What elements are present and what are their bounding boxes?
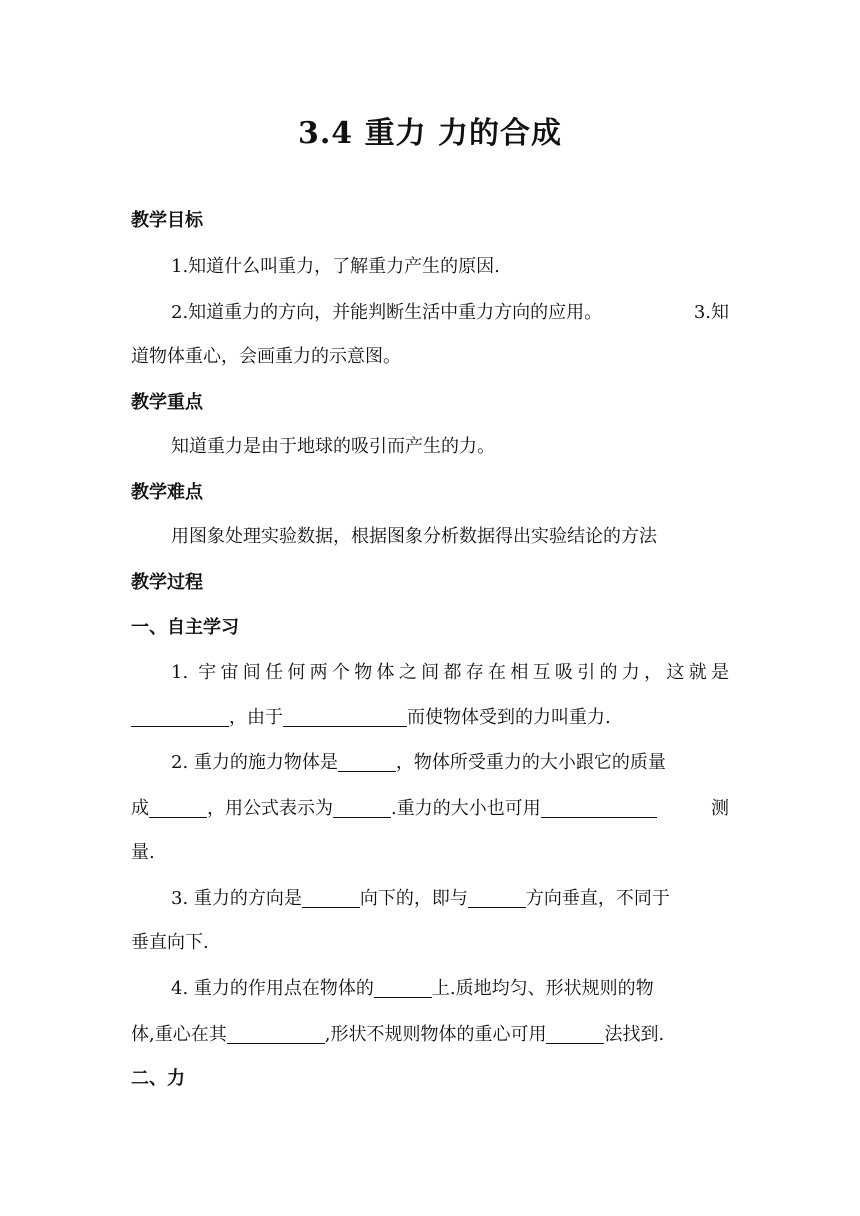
key-points-heading: 教学重点 [131,392,203,413]
q4-text-e: 法找到. [604,1024,665,1045]
q3-line-1 [171,884,729,910]
q4-text-b: 上.质地均匀、形状规则的物 [431,978,654,999]
q4-text-a: 4. 重力的作用点在物体的 [171,978,374,999]
blank[interactable] [468,889,526,908]
q2-text-e: .重力的大小也可用 [391,798,541,819]
blank[interactable] [302,889,360,908]
q2-text-a: 2. 重力的施力物体是 [171,752,338,773]
goal-2-line [171,298,729,324]
difficulties-text: 用图象处理实验数据，根据图象分析数据得出实验结论的方法 [171,526,657,547]
q3-text-a: 3. 重力的方向是 [171,888,302,909]
q3-text-c: 方向垂直，不同于 [525,888,670,909]
q2-line-3: 量. [131,842,155,863]
q2-text-c: 成 [131,798,149,819]
q2-line-2 [131,794,729,820]
goal-3-cont: 道物体重心，会画重力的示意图。 [131,346,401,367]
goal-1: 1.知道什么叫重力，了解重力产生的原因. [171,256,500,277]
blank[interactable] [227,1025,325,1044]
blank[interactable] [149,799,207,818]
blank[interactable] [546,1025,604,1044]
q3-text-b: 向下的，即与 [359,888,468,909]
page-title: 3.4 重力 力的合成 [297,116,563,151]
goals-heading: 教学目标 [131,210,203,231]
q4-line-1 [171,974,729,1000]
blank[interactable] [541,799,657,818]
q2-text-b: ，物体所受重力的大小跟它的质量 [395,752,666,773]
blank[interactable] [338,753,396,772]
q1-text-b: ，由于 [229,707,283,728]
q4-text-c: 体,重心在其 [131,1024,227,1045]
blank[interactable] [333,799,391,818]
blank[interactable] [374,979,432,998]
q1-text-c: 而使物体受到的力叫重力. [407,707,611,728]
key-points-text: 知道重力是由于地球的吸引而产生的力。 [171,436,495,457]
goal-3-start: 3.知 [693,302,729,323]
q2-line-1 [171,748,729,774]
part-2-heading: 二、力 [131,1068,185,1089]
q3-line-2: 垂直向下. [131,932,209,953]
q4-line-2 [131,1020,729,1046]
blank[interactable] [131,708,229,727]
difficulties-heading: 教学难点 [131,482,203,503]
process-heading: 教学过程 [131,572,203,593]
q4-text-d: ,形状不规则物体的重心可用 [324,1024,547,1045]
q2-text-d: ，用公式表示为 [207,798,333,819]
goal-2: 2.知道重力的方向，并能判断生活中重力方向的应用。 [171,302,603,323]
blank[interactable] [283,708,407,727]
q1-line-1: 1. 宇宙间任何两个物体之间都存在相互吸引的力，这就是 [171,662,729,683]
q2-text-f: 测 [711,798,729,819]
q1-line-2 [131,703,729,729]
part-1-heading: 一、自主学习 [131,617,239,638]
